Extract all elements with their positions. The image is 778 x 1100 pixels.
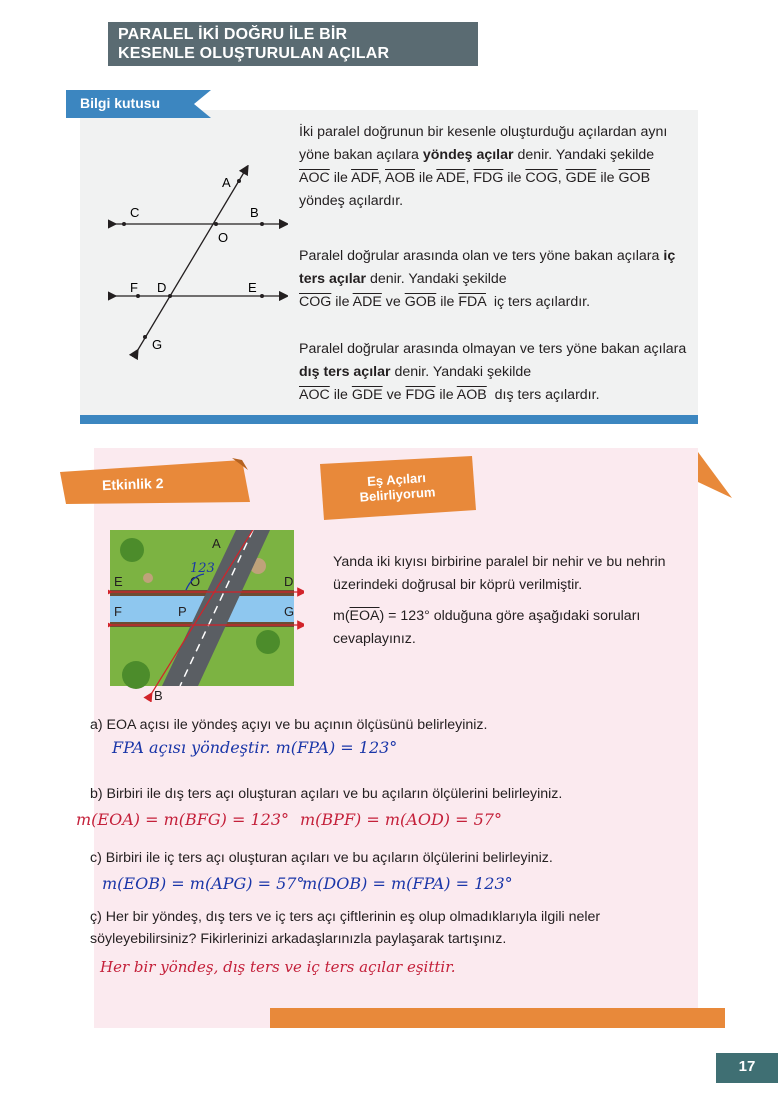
scene-label-a: A xyxy=(212,536,221,551)
answer-d: Her bir yöndeş, dış ters ve iç ters açılar eşittir. xyxy=(100,958,456,976)
info-paragraph-yondes: İki paralel doğrunun bir kesenle oluşturduğu açılardan aynı yöne bakan açılara yöndeş açılar denir. Yandaki şekilde $\overline{AOC}$ ile $\overline{ADF}$, $\overline{AOB}$ ile $\overline{ADE}$, $\overline{FDG}$ ile $\overline{COG}$, $\overline{GDE}$ ile $\overline{GOB}$ yöndeş açılardır. xyxy=(299,124,668,209)
scene-label-f: F xyxy=(114,604,122,619)
answer-b-2: m(BPF) = m(AOD) = 57° xyxy=(300,810,502,829)
label-a: A xyxy=(222,175,231,190)
label-f: F xyxy=(130,280,138,295)
transversal xyxy=(136,169,246,353)
scene-label-d: D xyxy=(284,574,294,589)
scene-label-p: P xyxy=(178,604,187,619)
parallel-lines-figure xyxy=(108,165,288,360)
info-tab-label: Bilgi kutusu xyxy=(80,95,161,111)
label-g: G xyxy=(152,337,163,352)
question-c: c) Birbiri ile iç ters açı oluşturan açıları ve bu açıların ölçülerini belirleyiniz. xyxy=(90,850,553,866)
activity-corner-flag xyxy=(698,452,734,502)
label-b: B xyxy=(250,205,259,220)
scene-label-o: O xyxy=(190,574,201,589)
label-e: E xyxy=(248,280,257,295)
label-o: O xyxy=(218,230,229,245)
chapter-title: PARALEL İKİ DOĞRU İLE BİR KESENLE OLUŞTURULAN AÇILAR xyxy=(118,26,390,62)
answer-c-2: m(DOB) = m(FPA) = 123° xyxy=(302,874,513,893)
info-box-bottom-bar xyxy=(80,415,698,424)
question-b: b) Birbiri ile dış ters açı oluşturan açıları ve bu açıların ölçülerini belirleyiniz. xyxy=(90,786,563,802)
river-bridge-scene xyxy=(108,530,304,702)
activity-bottom-ribbon xyxy=(270,1008,725,1028)
info-paragraph-ic-ters: Paralel doğrular arasında olan ve ters yöne bakan açılara iç ters açılar denir. Yandaki şekilde $\overline{COG}$ ile $\overline{ADE}$ ve $\overline{GOB}$ ile $\overline{FDA}$ iç ters açılardır. xyxy=(299,248,676,310)
question-a: a) EOA açısı ile yöndeş açıyı ve bu açının ölçüsünü belirleyiniz. xyxy=(90,717,488,733)
activity-intro: Yanda iki kıyısı birbirine paralel bir nehir ve bu nehrin üzerindeki doğrusal bir köprü verilmiştir. $m(\overline{EOA}) = 123^\circ$ olduğuna göre aşağıdaki soruları cevaplayınız. xyxy=(333,554,666,647)
scene-label-b: B xyxy=(154,688,163,702)
info-paragraph-dis-ters: Paralel doğrular arasında olmayan ve ters yöne bakan açılara dış ters açılar denir. Yandaki şekilde $\overline{AOC}$ ile $\overline{GDE}$ ve $\overline{FDG}$ ile $\overline{AOB}$ dış ters açılardır. xyxy=(299,341,687,403)
activity-tab-label: Etkinlik 2 xyxy=(101,474,164,494)
scene-label-g: G xyxy=(284,604,295,619)
page-number: 17 xyxy=(738,1058,756,1075)
activity-title: Eş Açıları Belirliyorum xyxy=(359,469,436,505)
question-d: ç) Her bir yöndeş, dış ters ve iç ters açı çiftlerinin eş olup olmadıklarıyla ilgili neler söyleyebilirsiniz? Fikirlerinizi arkadaşlarınızla paylaşarak tartışınız. xyxy=(90,909,601,947)
label-d: D xyxy=(157,280,167,295)
answer-a: FPA açısı yöndeştir. m(FPA) = 123° xyxy=(112,738,398,757)
scene-angle-note: 123 xyxy=(190,561,215,576)
answer-c-1: m(EOB) = m(APG) = 57° xyxy=(102,874,305,893)
scene-label-e: E xyxy=(114,574,123,589)
label-c: C xyxy=(130,205,140,220)
answer-b-1: m(EOA) = m(BFG) = 123° xyxy=(76,810,289,829)
